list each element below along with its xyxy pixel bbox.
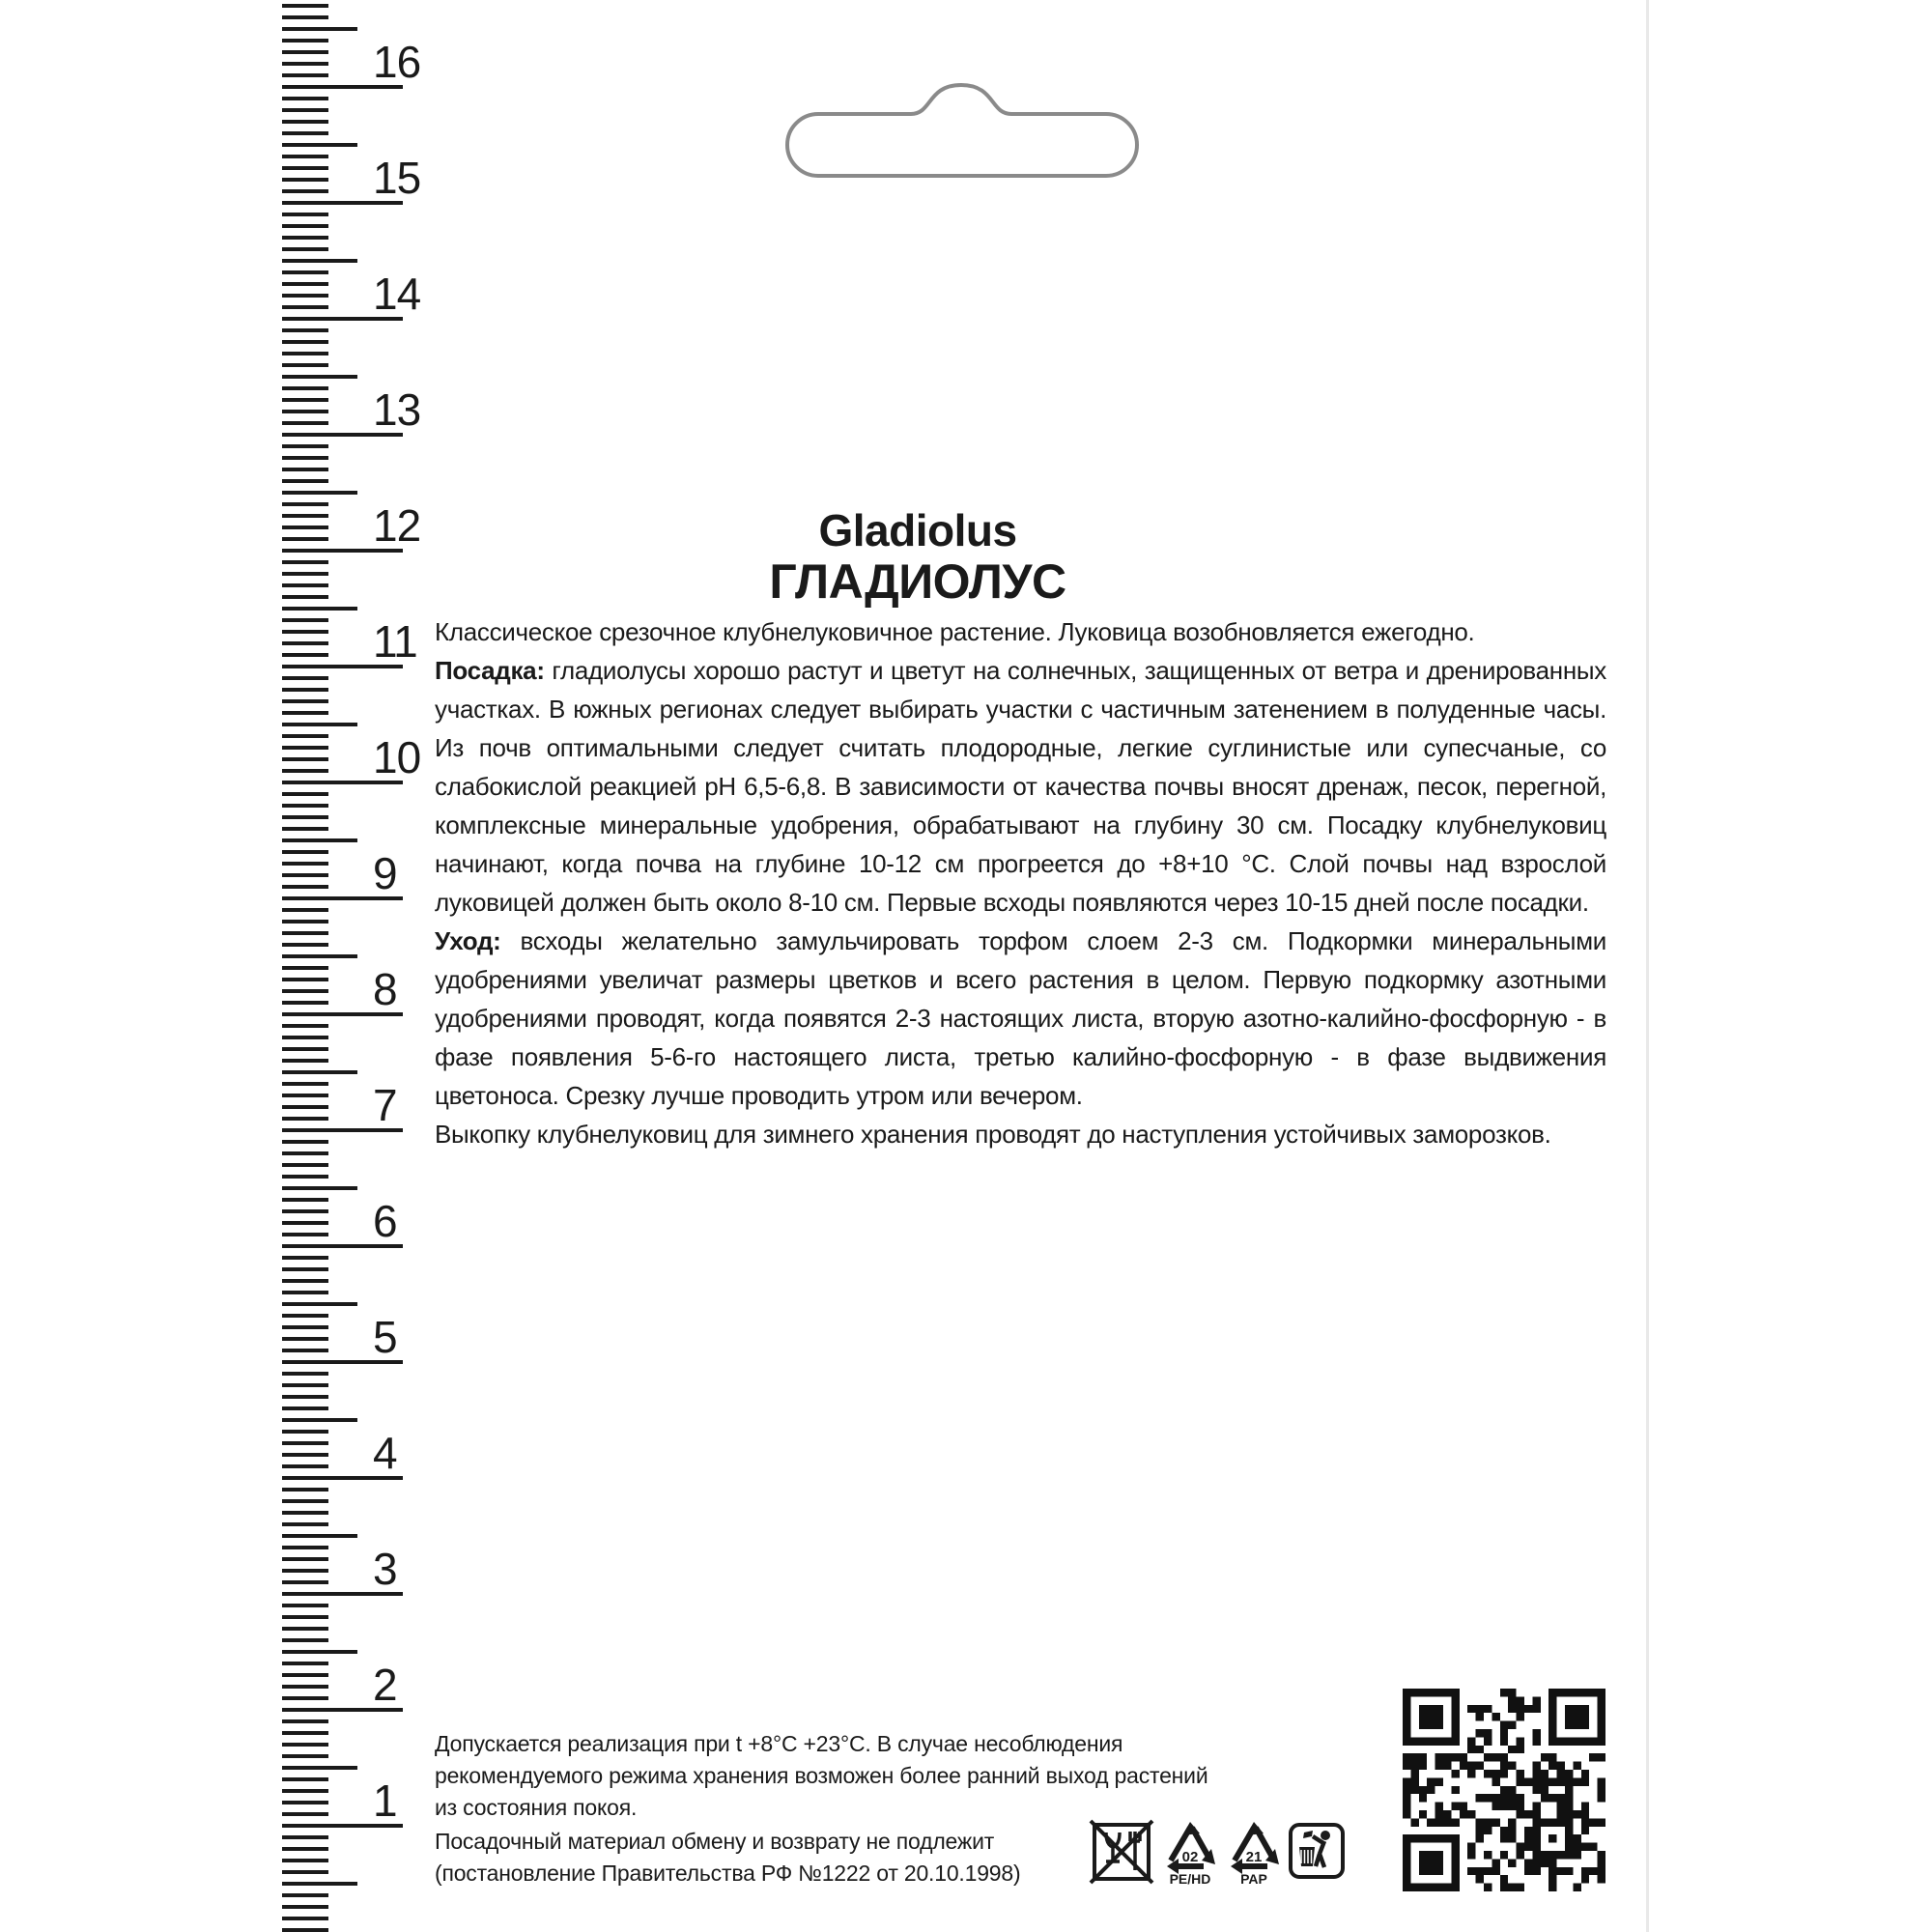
ruler-number: 16 bbox=[373, 37, 421, 87]
ruler-number: 1 bbox=[373, 1776, 397, 1826]
tidyman-icon bbox=[1287, 1821, 1347, 1881]
ruler-number: 14 bbox=[373, 269, 421, 319]
ruler-number: 4 bbox=[373, 1428, 397, 1478]
recycling-plastic-label: PE/HD bbox=[1169, 1871, 1211, 1886]
storage-line: Допускается реализация при t +8°С +23°С. В случае несоблюдения bbox=[435, 1731, 1123, 1756]
no-return-line: Посадочный материал обмену и возврату не подлежит bbox=[435, 1829, 995, 1854]
intro-text: Классическое срезочное клубнелуковичное растение. Луковица возобновляется ежегодно. bbox=[435, 617, 1475, 646]
planting-text: гладиолусы хорошо растут и цветут на солнечных, защищенных от ветра и дренированных участках. В южных регионах следует выбирать участки с частичным затенением в полуденные часы. Из почв оптимальными следует считать плодородные, легкие суглинистые или супесчаные, со слабокислой реакцией pH 6,5-6,8. В зависимости от качества почвы вносят дренаж, песок, перегной, комплексные минеральные удобрения, обрабатывают на глубину 30 см. Посадку клубнелуковиц начинают, когда почва на глубине 10-12 см прогреется до +8+10 °С. Слой почвы над взрослой луковицей должен быть около 8-10 см. Первые всходы появляются через 10-15 дней после посадки. bbox=[435, 656, 1606, 917]
ruler-number: 10 bbox=[373, 732, 421, 782]
ruler-number: 12 bbox=[373, 500, 421, 551]
ruler-number: 13 bbox=[373, 384, 421, 435]
description-text bbox=[435, 612, 1606, 1153]
planting-label: Посадка: bbox=[435, 656, 545, 685]
digging-text: Выкопку клубнелуковиц для зимнего хранения проводят до наступления устойчивых заморозков. bbox=[435, 1120, 1551, 1149]
storage-line: из состояния покоя. bbox=[435, 1795, 638, 1820]
ruler-number: 9 bbox=[373, 848, 397, 898]
storage-line: рекомендуемого режима хранения возможен более ранний выход растений bbox=[435, 1763, 1208, 1788]
ruler-number: 3 bbox=[373, 1544, 397, 1594]
recycling-pap-icon bbox=[1223, 1820, 1285, 1886]
plant-latin-name: Gladiolus bbox=[818, 505, 1017, 555]
care-paragraph bbox=[435, 922, 1606, 1115]
storage-conditions bbox=[435, 1728, 1401, 1824]
intro-paragraph bbox=[435, 612, 1606, 651]
qr-code bbox=[1403, 1689, 1605, 1891]
plant-local-name: ГЛАДИОЛУС bbox=[769, 554, 1066, 609]
no-return-line: (постановление Правительства РФ №1222 от 20.10.1998) bbox=[435, 1861, 1021, 1886]
planting-paragraph bbox=[435, 651, 1606, 922]
care-label: Уход: bbox=[435, 926, 501, 955]
hang-slot-outline bbox=[763, 60, 1169, 185]
ruler-number: 5 bbox=[373, 1312, 397, 1362]
recycling-pe-hd-icon bbox=[1159, 1820, 1221, 1886]
recycling-paper-label: PAP bbox=[1240, 1871, 1267, 1886]
package-crease-line bbox=[1646, 0, 1649, 1932]
ruler-number: 6 bbox=[373, 1196, 397, 1246]
digging-paragraph bbox=[435, 1115, 1606, 1153]
no-food-contact-icon bbox=[1088, 1818, 1155, 1886]
recycling-plastic-code: 02 bbox=[1181, 1849, 1199, 1865]
ruler-number: 8 bbox=[373, 964, 397, 1014]
title-block bbox=[435, 506, 1401, 608]
ruler-number: 7 bbox=[373, 1080, 397, 1130]
ruler-number: 11 bbox=[373, 616, 417, 667]
care-text: всходы желательно замульчировать торфом слоем 2-3 см. Подкормки минеральными удобрениями увеличат размеры цветков и всего растения в целом. Первую подкормку азотными удобрениями проводят, когда появятся 2-3 настоящих листа, вторую азотно-калийно-фосфорную - в фазе появления 5-6-го настоящего листа, третью калийно-фосфорную - в фазе выдвижения цветоноса. Срезку лучше проводить утром или вечером. bbox=[435, 926, 1606, 1110]
recycling-paper-code: 21 bbox=[1245, 1849, 1263, 1865]
ruler-number: 2 bbox=[373, 1660, 397, 1710]
ruler-number: 15 bbox=[373, 153, 421, 203]
